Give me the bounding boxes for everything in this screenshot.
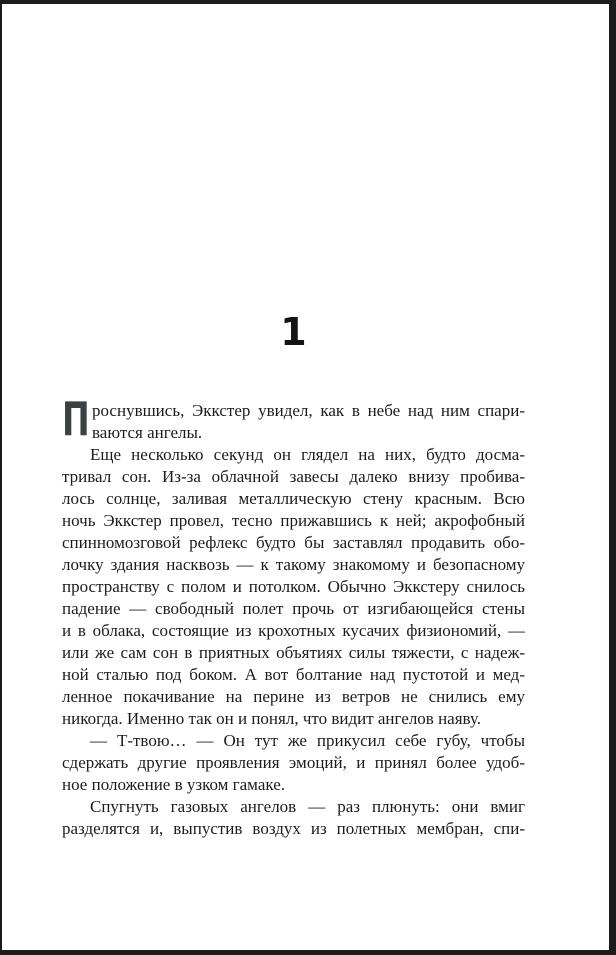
- text-line: ночь Эккстер провел, тесно прижавшись к ней; акрофобный: [62, 511, 525, 530]
- text-line: ваются ангелы.: [92, 423, 203, 442]
- text-line: ной сталью под боком. А вот болтание над пустотой и мед-: [62, 665, 525, 684]
- text-line: разделятся и, выпустив воздух из полетных мембран, спи-: [62, 819, 525, 838]
- text-line: никогда. Именно так он и понял, что видит ангелов наяву.: [62, 709, 482, 728]
- text-line: тривал сон. Из-за облачной завесы далеко внизу пробива-: [62, 467, 525, 486]
- text-line: Спугнуть газовых ангелов — раз плюнуть: они вмиг: [90, 797, 525, 816]
- text-line: пространству с полом и потолком. Обычно Эккстеру снилось: [62, 577, 525, 596]
- text-line: — Т-твою… — Он тут же прикусил себе губу, чтобы: [90, 731, 525, 750]
- text-line: ное положение в узком гамаке.: [62, 775, 286, 794]
- text-line: спинномозговой рефлекс будто бы заставлял продавить обо-: [62, 533, 525, 552]
- text-line: лось солнце, заливая металлическую стену красным. Всю: [62, 489, 525, 508]
- text-line: ленное покачивание на перине из ветров не снились ему: [62, 687, 525, 706]
- text-line: роснувшись, Эккстер увидел, как в небе над ним спари-: [92, 401, 525, 420]
- chapter-number: 1: [280, 310, 307, 354]
- text-line: падение — свободный полет прочь от изгибающейся стены: [62, 599, 525, 618]
- drop-cap: П: [62, 392, 90, 446]
- text-line: и в облака, состоящие из крохотных кусачих физиономий, —: [62, 621, 525, 640]
- paragraph: [62, 730, 525, 796]
- text-line: сдержать другие проявления эмоций, и принял более удоб-: [62, 753, 525, 772]
- paragraph: [62, 796, 525, 840]
- paragraph: [62, 444, 525, 730]
- text-line: или же сам сон в приятных объятиях силы тяжести, с надеж-: [62, 643, 525, 662]
- paragraph: [62, 392, 525, 446]
- text-block: [62, 392, 525, 840]
- text-line: Еще несколько секунд он глядел на них, будто досма-: [90, 445, 525, 464]
- text-line: лочку здания насквозь — к такому знакомому и безопасному: [62, 555, 525, 574]
